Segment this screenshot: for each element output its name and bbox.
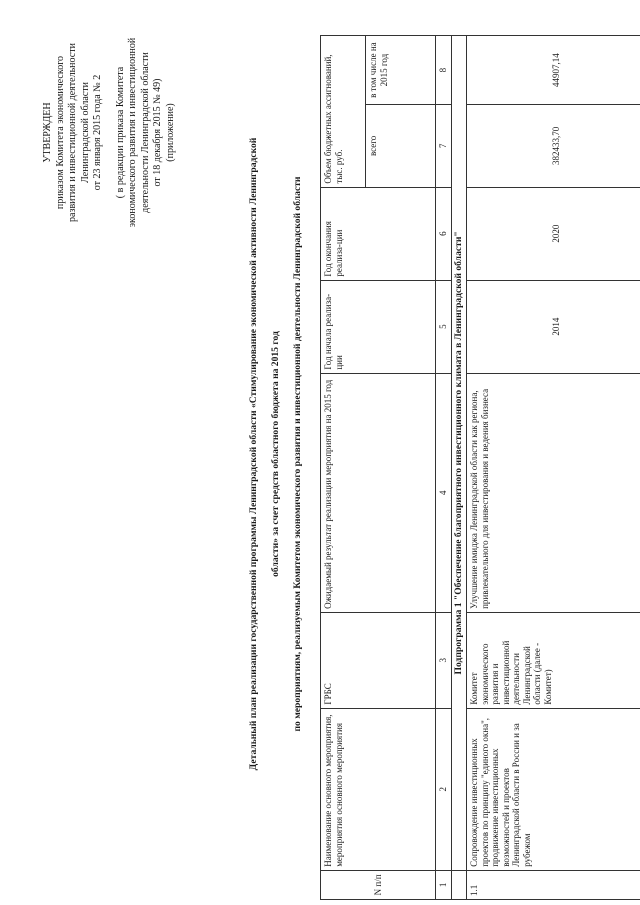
column-number: 4 — [436, 373, 452, 612]
header-total: всего — [366, 105, 436, 187]
row-number: 1.1 — [467, 870, 640, 899]
subprogram-empty-cell — [451, 870, 467, 899]
row-expected-result: Улучшение имиджа Ленинградской области как региона, привлекательного для инвестирования и ведения бизнеса — [467, 373, 640, 612]
header-grbs: ГРБС — [321, 612, 436, 708]
column-number: 5 — [436, 280, 452, 373]
header-name: Наименование основного мероприятия, мероприятия основного мероприятия — [321, 708, 436, 870]
column-number-row — [436, 36, 452, 900]
header-year-amount: в том числе на 2015 год — [366, 36, 436, 105]
header-row — [321, 36, 366, 900]
table-row — [467, 36, 640, 900]
header-result: Ожидаемый результат реализации мероприятия на 2015 год — [321, 373, 436, 612]
row-grbs: Комитет экономического развития и инвестиционной деятельности Ленинградской области (далее - Комитет) — [467, 612, 640, 708]
approval-line: деятельности Ленинградской области — [139, 52, 151, 213]
subprogram-title: Подпрограмма 1 "Обеспечение благоприятного инвестиционного климата в Ленинградской области" — [451, 36, 467, 871]
row-total-amount: 382433,70 — [467, 105, 640, 187]
column-number: 6 — [436, 187, 452, 280]
spacer — [105, 35, 115, 230]
approval-line: приказом Комитета экономического — [54, 55, 66, 210]
column-number: 2 — [436, 708, 452, 870]
header-end-year: Год окончания реализа-ции — [321, 187, 436, 280]
approval-line: ( в редакции приказа Комитета — [114, 66, 126, 199]
row-year-amount: 44907,14 — [467, 36, 640, 105]
column-number: 1 — [436, 870, 452, 899]
approval-line: развития и инвестиционной деятельности — [67, 43, 78, 222]
column-number: 7 — [436, 105, 452, 187]
approval-line: (приложение) — [164, 103, 176, 162]
header-number: N п/п — [321, 870, 436, 899]
row-activity-name: Сопровождение инвестиционных проектов по принципу "единого окна", продвижение инвестиционных возможностей и проектов Ленинградской области в России и за рубежом — [467, 708, 640, 870]
column-number: 8 — [436, 36, 452, 105]
heading-line: Детальный план реализации государственной программы Ленинградской области «Стимулирование экономической активности Ленинградской — [248, 137, 259, 771]
subprogram-row — [451, 36, 467, 900]
row-end-year: 2020 — [467, 187, 640, 280]
header-funding: Объем бюджетных ассигнований, тыс. руб. — [321, 36, 366, 188]
document-heading — [243, 19, 309, 889]
header-start-year: Год начала реализа-ции — [321, 280, 436, 373]
column-number: 3 — [436, 612, 452, 708]
approval-line: Ленинградской области — [79, 82, 91, 183]
plan-table — [320, 35, 640, 900]
approval-line: от 18 декабря 2015 № 49) — [152, 78, 163, 187]
heading-line: области» за счет средств областного бюджета на 2015 год — [270, 331, 281, 577]
approval-title: УТВЕРЖДЕН — [42, 102, 53, 163]
row-start-year: 2014 — [467, 280, 640, 373]
approval-line: экономического развития и инвестиционной — [127, 37, 138, 228]
approval-line: от 23 января 2015 года № 2 — [92, 74, 103, 191]
approval-block — [42, 35, 177, 230]
heading-line: по мероприятиям, реализуемым Комитетом экономического развития и инвестиционной деятельности Ленинградской области — [292, 176, 303, 732]
